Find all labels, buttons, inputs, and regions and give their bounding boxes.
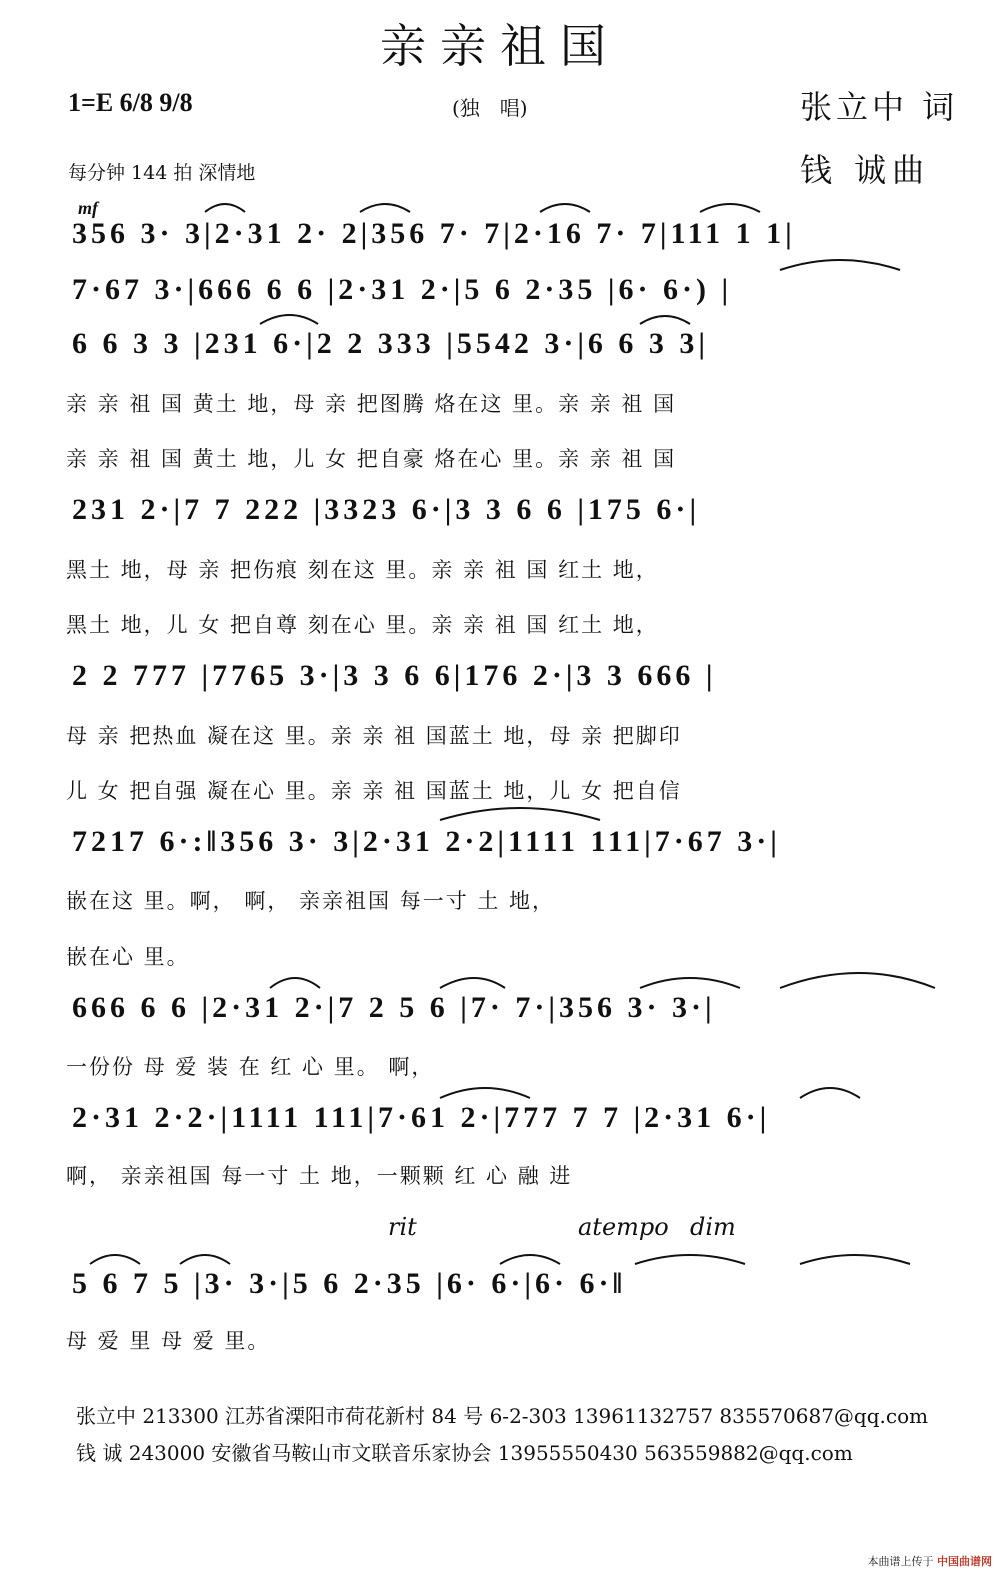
score-line-4: 231 2·|7 7 222 |3323 6·|3 3 6 6 |175 6·| xyxy=(72,493,701,526)
upload-footer xyxy=(868,1553,993,1569)
score-line-3: 6 6 3 3 |231 6·|2 2 333 |5542 3·|6 6 3 3| xyxy=(72,327,710,360)
lyrics-line-5b: 儿 女 把自强 凝在心 里。亲 亲 祖 国蓝土 地，儿 女 把自信 xyxy=(66,779,682,803)
dim-marking: dim xyxy=(690,1213,736,1241)
lyrics-line-5a: 母 亲 把热血 凝在这 里。亲 亲 祖 国蓝土 地，母 亲 把脚印 xyxy=(66,724,682,748)
score-line-2: 7·67 3·|666 6 6 |2·31 2·|5 6 2·35 |6· 6·) | xyxy=(72,273,733,306)
tempo-marking: 每分钟 144 拍 深情地 xyxy=(68,162,256,184)
lyrics-line-4b: 黑土 地，儿 女 把自尊 刻在心 里。亲 亲 祖 国 红土 地， xyxy=(66,613,659,637)
score-line-5: 2 2 777 |7765 3·|3 3 6 6|176 2·|3 3 666 | xyxy=(72,659,717,692)
composer-credit: 钱 诚曲 xyxy=(800,151,931,189)
atempo-marking: atempo xyxy=(578,1213,669,1241)
lyrics-line-8: 啊， 亲亲祖国 每一寸 土 地，一颗颗 红 心 融 进 xyxy=(66,1164,573,1188)
lyrics-line-6b: 嵌在心 里。 xyxy=(66,945,190,969)
score-line-7: 666 6 6 |2·31 2·|7 2 5 6 |7· 7·|356 3· 3·| xyxy=(72,991,716,1024)
performance-type: (独 唱) xyxy=(452,96,528,120)
page-title: 亲亲祖国 xyxy=(380,19,620,73)
upload-text: 本曲谱上传于 xyxy=(867,1555,934,1568)
lyrics-line-9: 母 爱 里 母 爱 里。 xyxy=(66,1329,271,1353)
rit-marking: rit xyxy=(388,1213,417,1241)
key-signature: 1=E 6/8 9/8 xyxy=(68,88,193,117)
contact-lyricist: 张立中 213300 江苏省溧阳市荷花新村 84 号 6-2-303 13961132757 835570687@qq.com xyxy=(76,1404,929,1428)
lyrics-line-7: 一份份 母 爱 装 在 红 心 里。 啊， xyxy=(66,1055,435,1079)
lyricist-credit: 张立中 词 xyxy=(800,88,959,126)
lyrics-line-3a: 亲 亲 祖 国 黄土 地，母 亲 把图腾 烙在这 里。亲 亲 祖 国 xyxy=(66,392,677,416)
score-line-9: 5 6 7 5 |3· 3·|5 6 2·35 |6· 6·|6· 6·‖ xyxy=(72,1267,627,1300)
contact-composer: 钱 诚 243000 安徽省马鞍山市文联音乐家协会 13955550430 563559882@qq.com xyxy=(76,1441,853,1465)
site-logo[interactable]: 中国曲谱网 xyxy=(937,1555,992,1568)
lyrics-line-4a: 黑土 地，母 亲 把伤痕 刻在这 里。亲 亲 祖 国 红土 地， xyxy=(66,558,659,582)
score-line-1: 356 3· 3|2·31 2· 2|356 7· 7|2·16 7· 7|111 1 1| xyxy=(72,217,796,250)
lyrics-line-3b: 亲 亲 祖 国 黄土 地，儿 女 把自豪 烙在心 里。亲 亲 祖 国 xyxy=(66,447,677,471)
score-line-6: 7217 6·:‖356 3· 3|2·31 2·2|1111 111|7·67 3·| xyxy=(72,825,781,858)
dynamic-marking: mf xyxy=(78,198,98,218)
lyrics-line-6a: 嵌在这 里。啊， 啊， 亲亲祖国 每一寸 土 地， xyxy=(66,889,556,913)
score-line-8: 2·31 2·2·|1111 111|7·61 2·|777 7 7 |2·31 6·| xyxy=(72,1101,771,1134)
